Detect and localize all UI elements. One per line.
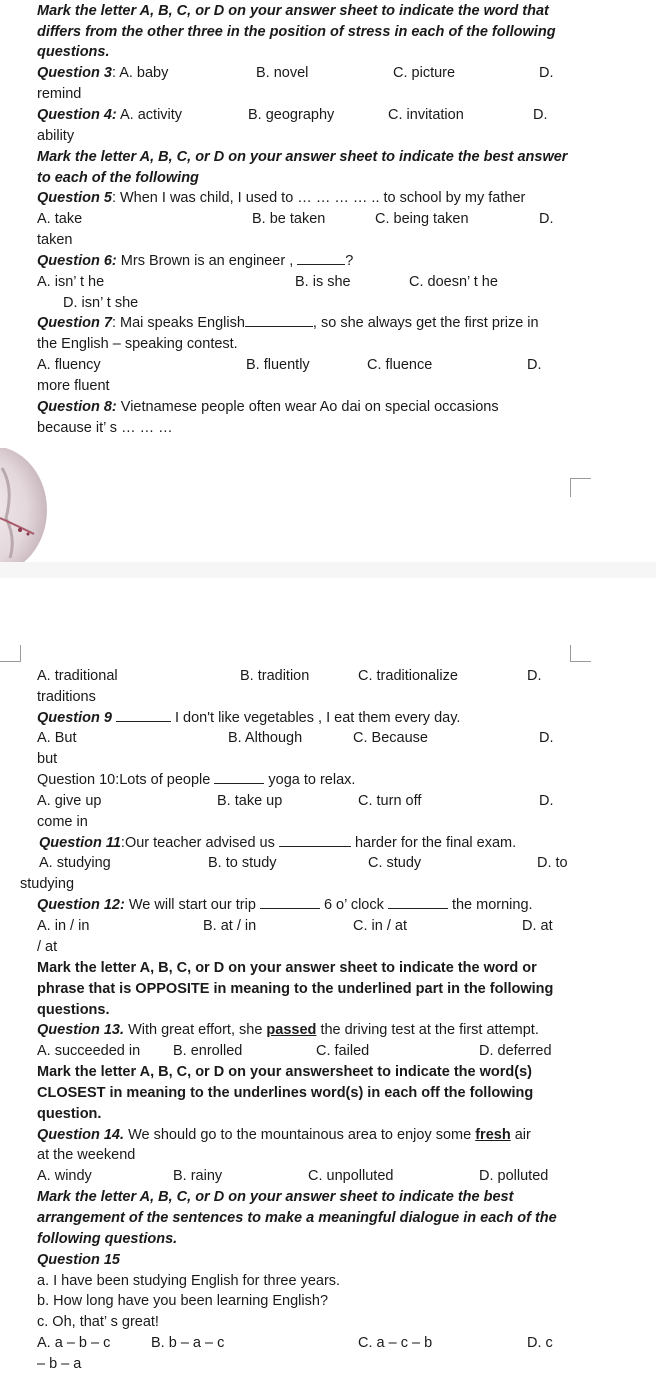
dialogue-line-a: a. I have been studying English for three years. <box>37 1273 341 1289</box>
answer-blank <box>279 834 351 847</box>
question-13-option-d: D. deferred <box>479 1043 552 1059</box>
question-4-option-b: B. geography <box>248 107 335 123</box>
answer-blank <box>297 252 345 265</box>
question-14-option-b: B. rainy <box>173 1168 223 1184</box>
question-12-option-a: A. in / in <box>37 918 90 934</box>
question-3-label: Question 3 <box>37 65 112 81</box>
question-5-option-a: A. take <box>37 211 83 227</box>
question-8-option-a: A. traditional <box>37 668 118 684</box>
question-11-option-d: D. to <box>537 855 568 871</box>
question-7-option-b: B. fluently <box>246 357 310 373</box>
question-12-option-d-text: / at <box>37 939 58 955</box>
question-12-text-end: the morning. <box>451 897 533 913</box>
question-14-text-end: air <box>514 1127 531 1143</box>
instruction-heading-opposite-line2: phrase that is OPPOSITE in meaning to the underlined part in the following <box>37 981 554 997</box>
dialogue-line-c: c. Oh, that’ s great! <box>37 1314 159 1330</box>
question-9-option-c: C. Because <box>353 730 428 746</box>
answer-blank <box>214 771 264 784</box>
question-10-option-d: D. <box>539 793 554 809</box>
question-3 <box>37 64 168 82</box>
question-14-text: We should go to the mountainous area to enjoy some <box>128 1127 472 1143</box>
question-7-option-a: A. fluency <box>37 357 101 373</box>
question-7-text-end: , so she always get the first prize in <box>312 315 539 331</box>
question-11-option-d-text: studying <box>20 876 75 892</box>
instruction-heading-closest-line2: CLOSEST in meaning to the underlines word(s) in each off the following <box>37 1085 534 1101</box>
question-5-option-d-text: taken <box>37 232 73 248</box>
question-10-option-a: A. give up <box>37 793 102 809</box>
question-15-option-d-text: – b – a <box>37 1356 82 1372</box>
question-10 <box>37 771 355 789</box>
question-8 <box>37 398 499 416</box>
question-13 <box>37 1021 539 1039</box>
instruction-heading-best-answer-line2: to each of the following <box>37 170 199 186</box>
question-7-text: : Mai speaks English <box>111 315 245 331</box>
question-6-label: Question 6: <box>37 253 117 269</box>
question-8-option-c: C. traditionalize <box>358 668 458 684</box>
question-8-option-b: B. tradition <box>240 668 310 684</box>
question-5-option-c: C. being taken <box>375 211 469 227</box>
question-13-text: With great effort, she <box>128 1022 263 1038</box>
question-7-line2: the English – speaking contest. <box>37 336 238 352</box>
question-7-option-d: D. <box>527 357 542 373</box>
instruction-heading-stress-line3: questions. <box>37 44 110 60</box>
question-9-option-a: A. But <box>37 730 77 746</box>
question-9-option-d: D. <box>539 730 554 746</box>
question-12-label: Question 12: <box>37 897 125 913</box>
question-13-option-b: B. enrolled <box>173 1043 243 1059</box>
question-11 <box>39 834 516 852</box>
question-8-text: Vietnamese people often wear Ao dai on special occasions <box>120 399 499 415</box>
dialogue-line-b: b. How long have you been learning English? <box>37 1293 329 1309</box>
question-6-option-c: C. doesn’ t he <box>409 274 498 290</box>
question-11-text: :Our teacher advised us <box>120 835 275 851</box>
question-11-option-b: B. to study <box>208 855 277 871</box>
question-4 <box>37 106 182 124</box>
question-9-text: I don't like vegetables , I eat them every day. <box>175 710 461 726</box>
question-14-option-d: D. polluted <box>479 1168 549 1184</box>
question-11-label: Question 11 <box>39 835 121 851</box>
question-11-text-end: harder for the final exam. <box>354 835 517 851</box>
ao-dai-photo-fragment <box>0 448 50 578</box>
question-12-option-c: C. in / at <box>353 918 407 934</box>
question-4-option-d-text: ability <box>37 128 75 144</box>
question-7-label: Question 7 <box>37 315 112 331</box>
instruction-heading-best-answer-line1: Mark the letter A, B, C, or D on your answer sheet to indicate the best answer <box>37 149 568 165</box>
question-7-option-d-text: more fluent <box>37 378 110 394</box>
instruction-heading-closest-line1: Mark the letter A, B, C, or D on your answersheet to indicate the word(s) <box>37 1064 532 1080</box>
question-11-option-a: A. studying <box>39 855 111 871</box>
frame-corner-bottom-right <box>570 645 591 662</box>
answer-blank <box>116 709 171 722</box>
question-9-option-b: B. Although <box>228 730 303 746</box>
question-14-line2: at the weekend <box>37 1147 136 1163</box>
question-13-option-c: C. failed <box>316 1043 370 1059</box>
question-3-option-d: D. <box>539 65 554 81</box>
instruction-heading-closest-line3: question. <box>37 1106 102 1122</box>
question-3-option-d-text: remind <box>37 86 82 102</box>
question-7 <box>37 314 539 332</box>
question-10-option-b: B. take up <box>217 793 283 809</box>
question-12-text: We will start our trip <box>128 897 256 913</box>
question-14-option-c: C. unpolluted <box>308 1168 394 1184</box>
instruction-heading-stress-line1: Mark the letter A, B, C, or D on your answer sheet to indicate the word that <box>37 3 549 19</box>
question-10-text: Question 10:Lots of people <box>37 772 211 788</box>
question-13-text-end: the driving test at the first attempt. <box>320 1022 539 1038</box>
question-15-option-a: A. a – b – c <box>37 1335 111 1351</box>
answer-blank <box>245 314 313 327</box>
instruction-heading-arrangement-line3: following questions. <box>37 1231 178 1247</box>
question-4-option-d: D. <box>533 107 548 123</box>
question-3-option-a: : A. baby <box>111 65 169 81</box>
instruction-heading-arrangement-line2: arrangement of the sentences to make a meaningful dialogue in each of the <box>37 1210 557 1226</box>
question-15-option-b: B. b – a – c <box>151 1335 225 1351</box>
question-6-text: Mrs Brown is an engineer , <box>120 253 294 269</box>
instruction-heading-arrangement-line1: Mark the letter A, B, C, or D on your answer sheet to indicate the best <box>37 1189 514 1205</box>
question-15-option-d: D. c <box>527 1335 553 1351</box>
underlined-word: fresh <box>475 1127 511 1143</box>
answer-blank <box>260 896 320 909</box>
question-3-option-c: C. picture <box>393 65 456 81</box>
question-4-option-a: A. activity <box>120 107 183 123</box>
question-5-option-d: D. <box>539 211 554 227</box>
question-10-text-end: yoga to relax. <box>268 772 356 788</box>
question-7-option-c: C. fluence <box>367 357 433 373</box>
question-6-option-b: B. is she <box>295 274 351 290</box>
underlined-word: passed <box>266 1022 317 1038</box>
question-6-option-a: A. isn’ t he <box>37 274 105 290</box>
question-11-option-c: C. study <box>368 855 422 871</box>
question-10-option-c: C. turn off <box>358 793 422 809</box>
question-12-option-d: D. at <box>522 918 553 934</box>
question-5-text: : When I was child, I used to … … … … .. to school by my father <box>111 190 526 206</box>
question-13-label: Question 13. <box>37 1022 125 1038</box>
question-5-label: Question 5 <box>37 190 112 206</box>
question-14-option-a: A. windy <box>37 1168 92 1184</box>
question-15-label: Question 15 <box>37 1252 120 1268</box>
question-14-label: Question 14. <box>37 1127 125 1143</box>
question-4-label: Question 4: <box>37 107 117 123</box>
question-5-option-b: B. be taken <box>252 211 326 227</box>
question-5 <box>37 189 525 207</box>
frame-corner-top-right <box>570 478 591 497</box>
question-6-text-end: ? <box>345 253 354 269</box>
question-9-option-d-text: but <box>37 751 58 767</box>
question-10-option-d-text: come in <box>37 814 88 830</box>
question-4-option-c: C. invitation <box>388 107 464 123</box>
question-15-option-c: C. a – c – b <box>358 1335 433 1351</box>
question-8-option-d-text: traditions <box>37 689 96 705</box>
frame-corner-bottom-left <box>0 645 21 662</box>
page-break-band <box>0 562 656 578</box>
instruction-heading-opposite-line1: Mark the letter A, B, C, or D on your answer sheet to indicate the word or <box>37 960 537 976</box>
question-6 <box>37 252 353 270</box>
question-9 <box>37 709 460 727</box>
question-12-option-b: B. at / in <box>203 918 257 934</box>
question-8-line2: because it’ s … … … <box>37 420 173 436</box>
question-13-option-a: A. succeeded in <box>37 1043 141 1059</box>
instruction-heading-opposite-line3: questions. <box>37 1002 110 1018</box>
question-14 <box>37 1126 531 1144</box>
question-3-option-b: B. novel <box>256 65 309 81</box>
question-12-text-mid: 6 o’ clock <box>323 897 384 913</box>
instruction-heading-stress-line2: differs from the other three in the position of stress in each of the following <box>37 24 556 40</box>
answer-blank <box>388 896 448 909</box>
question-6-option-d: D. isn’ t she <box>63 295 139 311</box>
question-8-label: Question 8: <box>37 399 117 415</box>
question-8-option-d: D. <box>527 668 542 684</box>
question-9-label: Question 9 <box>37 710 112 726</box>
question-12 <box>37 896 533 914</box>
